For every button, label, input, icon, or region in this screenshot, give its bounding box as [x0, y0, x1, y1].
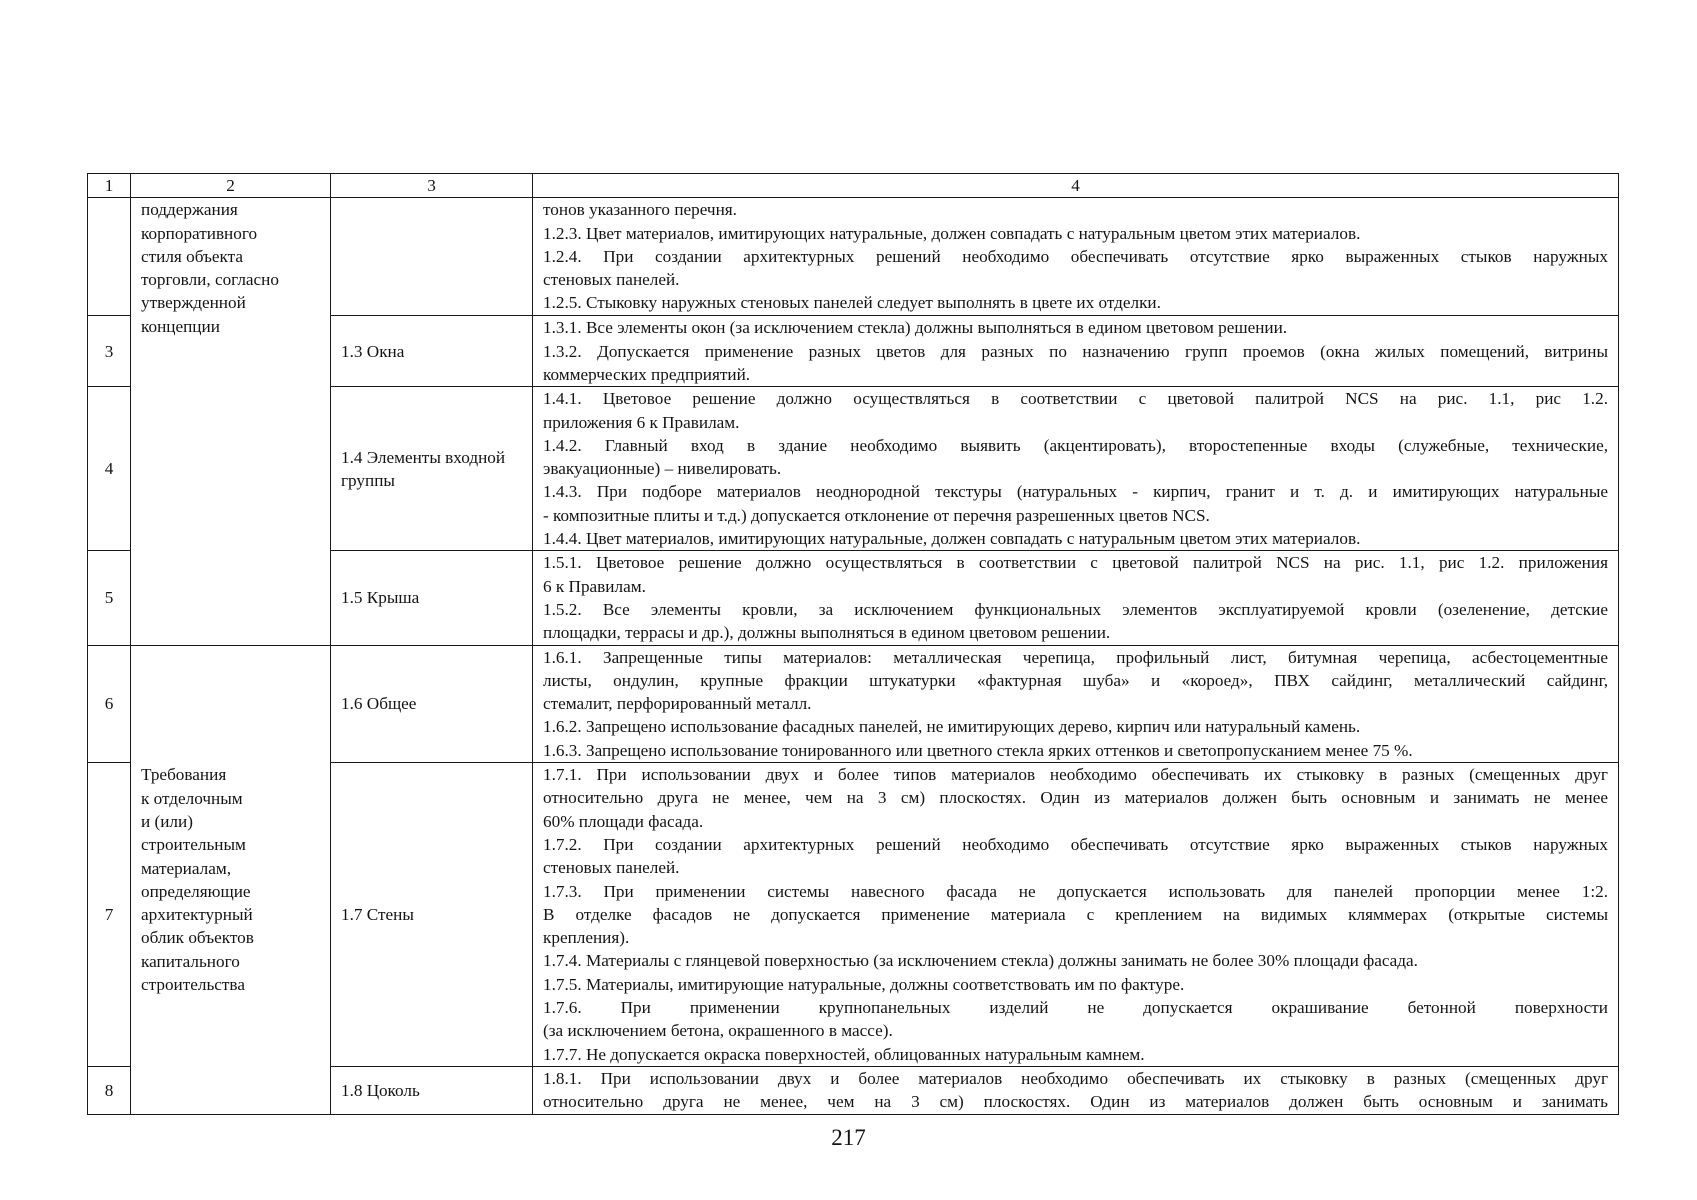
text-line: 1.5.2. Все элементы кровли, за исключением функциональных элементов эксплуатируемой кровли (озеленение, детские	[543, 599, 1608, 619]
row-element-name: 1.8 Цоколь	[331, 1067, 533, 1115]
row-element-name	[331, 198, 533, 316]
header-col-3: 3	[331, 174, 533, 198]
group-line: Требования	[141, 765, 227, 785]
text-line: 1.8.1. При использовании двух и более материалов необходимо обеспечивать их стыковку в разных (смещенных друг	[543, 1069, 1608, 1089]
group-line: стиля объекта	[141, 246, 244, 266]
group-cell-finishing-materials	[131, 645, 331, 1114]
group-line: облик объектов	[141, 928, 254, 948]
text-line: эвакуационные) – нивелировать.	[543, 459, 782, 479]
text-line: 1.7.1. При использовании двух и более типов материалов необходимо обеспечивать их стыковку в разных (смещенных друг	[543, 765, 1608, 785]
text-line: 1.3.2. Допускается применение разных цветов для разных по назначению групп проемов (окна жилых помещений, витрины	[543, 341, 1608, 361]
row-element-name: 1.3 Окна	[331, 316, 533, 387]
row-number: 3	[88, 316, 131, 387]
row-requirements	[533, 1067, 1619, 1115]
row-element-name: 1.4 Элементы входной группы	[331, 387, 533, 551]
text-line: 1.3.1. Все элементы окон (за исключением стекла) должны выполняться в едином цветовом решении.	[543, 318, 1288, 338]
page-number: 217	[831, 1125, 866, 1150]
group-line: строительным	[141, 835, 246, 855]
text-line: 1.4.1. Цветовое решение должно осуществляться в соответствии с цветовой палитрой NCS на рис. 1.1, рис 1.2.	[543, 389, 1608, 409]
row-number: 8	[88, 1067, 131, 1115]
text-line: (за исключением бетона, окрашенного в массе).	[543, 1021, 893, 1041]
text-line: 1.2.5. Стыковку наружных стеновых панелей следует выполнять в цвете их отделки.	[543, 293, 1161, 313]
group-line: материалам,	[141, 858, 232, 878]
text-line: 1.2.3. Цвет материалов, имитирующих натуральные, должен совпадать с натуральным цветом этих материалов.	[543, 223, 1361, 243]
group-line: архитектурный	[141, 905, 253, 925]
text-line: 1.6.3. Запрещено использование тонированного или цветного стекла ярких оттенков и светопропусканием менее 75 %.	[543, 740, 1413, 760]
text-line: коммерческих предприятий.	[543, 364, 751, 384]
text-line: листы, ондулин, крупные фракции штукатурки «фактурная шуба» и «короед», ПВХ сайдинг, металлический сайдинг,	[543, 670, 1608, 690]
group-cell-corporate-style	[131, 198, 331, 645]
group-line: определяющие	[141, 881, 251, 901]
row-number: 6	[88, 645, 131, 762]
group-line: строительства	[141, 974, 245, 994]
text-line: - композитные плиты и т.д.) допускается отклонение от перечня разрешенных цветов NCS.	[543, 505, 1210, 525]
row-element-name: 1.6 Общее	[331, 645, 533, 762]
text-line: 1.7.4. Материалы с глянцевой поверхностью (за исключением стекла) должны занимать не более 30% площади фасада.	[543, 951, 1418, 971]
text-line: 1.4.2. Главный вход в здание необходимо выявить (акцентировать), второстепенные входы (служебные, технические,	[543, 435, 1608, 455]
row-requirements	[533, 198, 1619, 316]
header-col-2: 2	[131, 174, 331, 198]
text-line: приложения 6 к Правилам.	[543, 412, 740, 432]
text-line: крепления).	[543, 928, 630, 948]
group-line: к отделочным	[141, 788, 243, 808]
header-col-1: 1	[88, 174, 131, 198]
row-requirements	[533, 551, 1619, 645]
group-line: корпоративного	[141, 223, 258, 243]
text-line: 1.7.2. При создании архитектурных решений необходимо обеспечивать отсутствие ярко выраженных стыков наружных	[543, 834, 1608, 854]
requirements-table	[87, 173, 1619, 1115]
group-line: капитального	[141, 951, 240, 971]
text-line: 1.6.1. Запрещенные типы материалов: металлическая черепица, профильный лист, битумная черепица, асбестоцементные	[543, 647, 1608, 667]
text-line: 60% площади фасада.	[543, 811, 704, 831]
text-line: 1.4.4. Цвет материалов, имитирующих натуральные, должен совпадать с натуральным цветом этих материалов.	[543, 529, 1361, 549]
table-header-row	[88, 174, 1619, 198]
row-number: 5	[88, 551, 131, 645]
row-requirements	[533, 645, 1619, 762]
row-number: 7	[88, 763, 131, 1067]
text-line: тонов указанного перечня.	[543, 200, 737, 220]
text-line: 1.2.4. При создании архитектурных решений необходимо обеспечивать отсутствие ярко выраженных стыков наружных	[543, 246, 1608, 266]
group-line: утвержденной	[141, 293, 246, 313]
group-line: торговли, согласно	[141, 270, 279, 290]
text-line: стеновых панелей.	[543, 858, 680, 878]
text-line: 1.7.3. При применении системы навесного фасада не допускается использовать для панелей пропорции менее 1:2.	[543, 881, 1608, 901]
text-line: 1.7.6. При применении крупнопанельных изделий не допускается окрашивание бетонной поверхности	[543, 998, 1608, 1018]
text-line: В отделке фасадов не допускается применение материала с креплением на видимых кляммерах (открытые системы	[543, 904, 1608, 924]
text-line: относительно друга не менее, чем на 3 см) плоскостях. Один из материалов должен быть основным и занимать не менее	[543, 788, 1608, 808]
row-number: 4	[88, 387, 131, 551]
row-element-name: 1.5 Крыша	[331, 551, 533, 645]
text-line: стемалит, перфорированный металл.	[543, 694, 812, 714]
text-line: 6 к Правилам.	[543, 576, 646, 596]
group-line: и (или)	[141, 811, 193, 831]
text-line: 1.7.7. Не допускается окраска поверхностей, облицованных натуральным камнем.	[543, 1044, 1145, 1064]
header-col-4: 4	[533, 174, 1619, 198]
text-line: площадки, террасы и др.), должны выполняться в едином цветовом решении.	[543, 623, 1111, 643]
text-line: 1.7.5. Материалы, имитирующие натуральные, должны соответствовать им по фактуре.	[543, 974, 1185, 994]
text-line: стеновых панелей.	[543, 270, 680, 290]
table-row	[88, 198, 1619, 316]
text-line: 1.6.2. Запрещено использование фасадных панелей, не имитирующих дерево, кирпич или натуральный камень.	[543, 717, 1361, 737]
text-line: 1.5.1. Цветовое решение должно осуществляться в соответствии с цветовой палитрой NCS на рис. 1.1, рис 1.2. приложения	[543, 553, 1608, 573]
group-line: поддержания	[141, 200, 238, 220]
row-element-name: 1.7 Стены	[331, 763, 533, 1067]
text-line: относительно друга не менее, чем на 3 см) плоскостях. Один из материалов должен быть основным и занимать	[543, 1092, 1608, 1112]
row-requirements	[533, 387, 1619, 551]
row-requirements	[533, 763, 1619, 1067]
row-requirements	[533, 316, 1619, 387]
row-number	[88, 198, 131, 316]
text-line: 1.4.3. При подборе материалов неоднородной текстуры (натуральных - кирпич, гранит и т. д. и имитирующих натуральные	[543, 482, 1608, 502]
group-line: концепции	[141, 316, 220, 336]
table-row	[88, 645, 1619, 762]
